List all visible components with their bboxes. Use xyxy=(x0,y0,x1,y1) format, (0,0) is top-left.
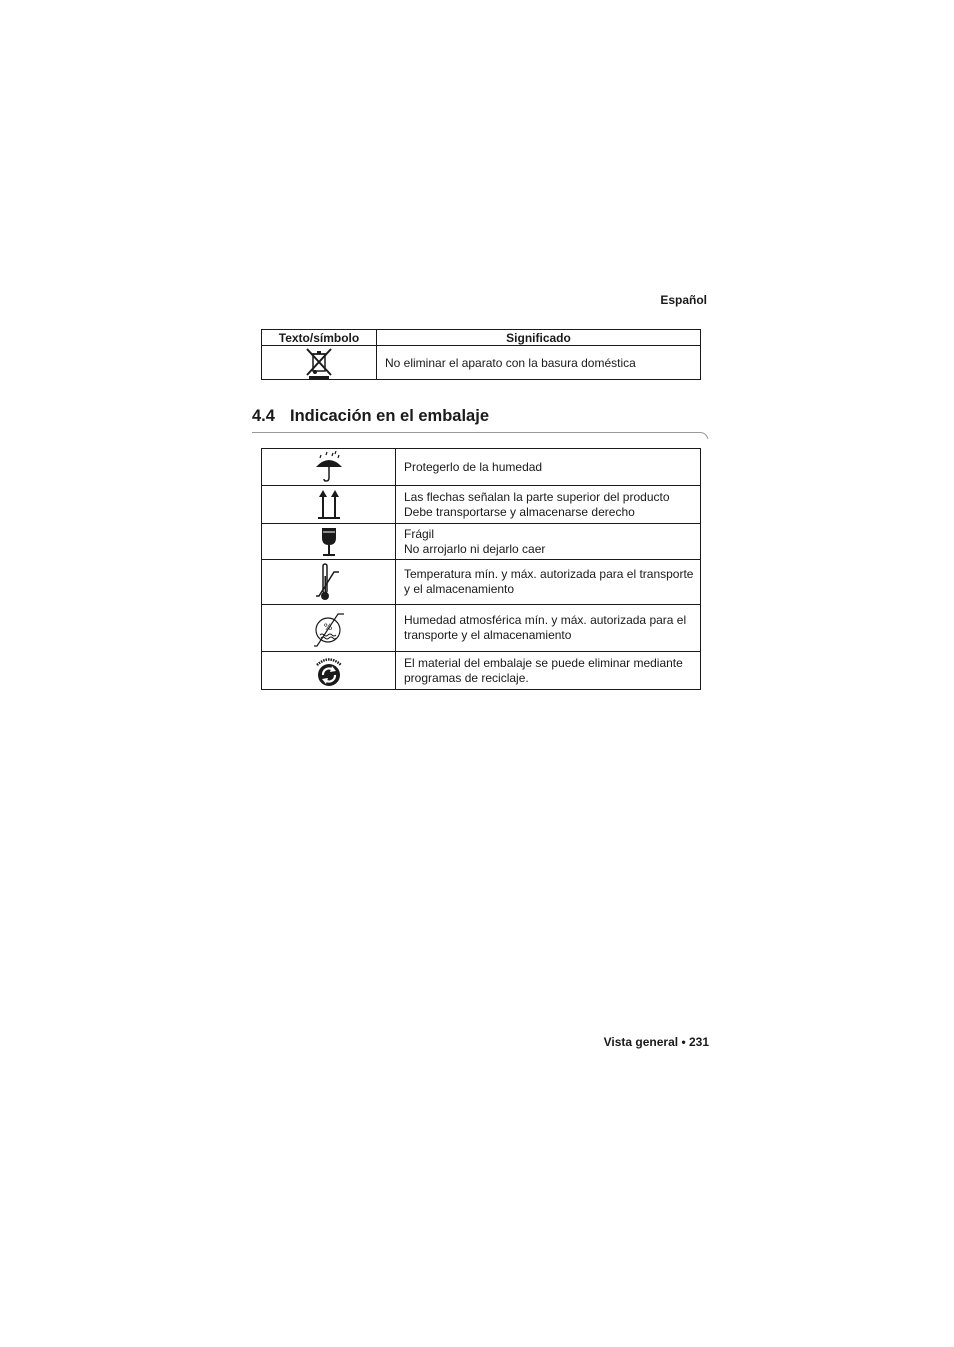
symbol-cell xyxy=(262,449,396,486)
svg-text:%: % xyxy=(323,623,332,633)
meaning-cell xyxy=(396,605,701,652)
meaning-line: Frágil xyxy=(404,526,435,541)
meaning-cell xyxy=(396,449,701,486)
symbol-cell xyxy=(262,605,396,652)
column-header-symbol: Texto/símbolo xyxy=(262,330,377,346)
recycling-green-dot-icon xyxy=(312,655,346,687)
meaning-cell xyxy=(396,486,701,524)
table-header-row xyxy=(262,330,701,346)
meaning-line: Temperatura mín. y máx. autorizada para el transporte y el almacenamiento xyxy=(404,567,694,596)
page-footer: Vista general • 231 xyxy=(603,1035,709,1049)
table-row xyxy=(262,449,701,486)
temperature-limit-icon xyxy=(314,562,344,602)
crossed-out-wheelie-bin-icon xyxy=(304,347,334,379)
umbrella-rain-icon xyxy=(312,451,346,483)
meaning-line: Las flechas señalan la parte superior del producto xyxy=(404,489,670,504)
meaning-line: El material del embalaje se puede eliminar mediante programas de reciclaje. xyxy=(404,655,683,685)
table-row xyxy=(262,486,701,524)
humidity-limit-icon xyxy=(312,608,346,648)
language-label: Español xyxy=(660,293,707,307)
section-title: Indicación en el embalaje xyxy=(290,407,489,425)
symbol-cell xyxy=(262,346,377,380)
meaning-cell xyxy=(396,652,701,690)
meaning-cell xyxy=(396,560,701,605)
column-header-meaning: Significado xyxy=(377,330,701,346)
symbol-cell xyxy=(262,652,396,690)
table-row xyxy=(262,346,701,380)
section-number: 4.4 xyxy=(252,407,275,425)
meaning-line: No arrojarlo ni dejarlo caer xyxy=(404,541,546,556)
meaning-line: Protegerlo de la humedad xyxy=(404,459,543,474)
table-row xyxy=(262,605,701,652)
symbol-cell xyxy=(262,560,396,605)
section-heading xyxy=(252,407,489,426)
table-row xyxy=(262,524,701,560)
fragile-glass-icon xyxy=(318,526,340,558)
this-way-up-arrows-icon xyxy=(316,489,342,521)
symbol-cell xyxy=(262,524,396,560)
section-divider xyxy=(252,431,710,441)
symbol-table xyxy=(261,329,701,380)
packaging-symbols-table xyxy=(261,448,701,690)
table-row xyxy=(262,560,701,605)
table-row xyxy=(262,652,701,690)
meaning-cell xyxy=(396,524,701,560)
meaning-line: Humedad atmosférica mín. y máx. autorizada para el transporte y el almacenamiento xyxy=(404,613,687,642)
meaning-cell: No eliminar el aparato con la basura doméstica xyxy=(377,346,701,380)
meaning-line: Debe transportarse y almacenarse derecho xyxy=(404,504,635,519)
symbol-cell xyxy=(262,486,396,524)
